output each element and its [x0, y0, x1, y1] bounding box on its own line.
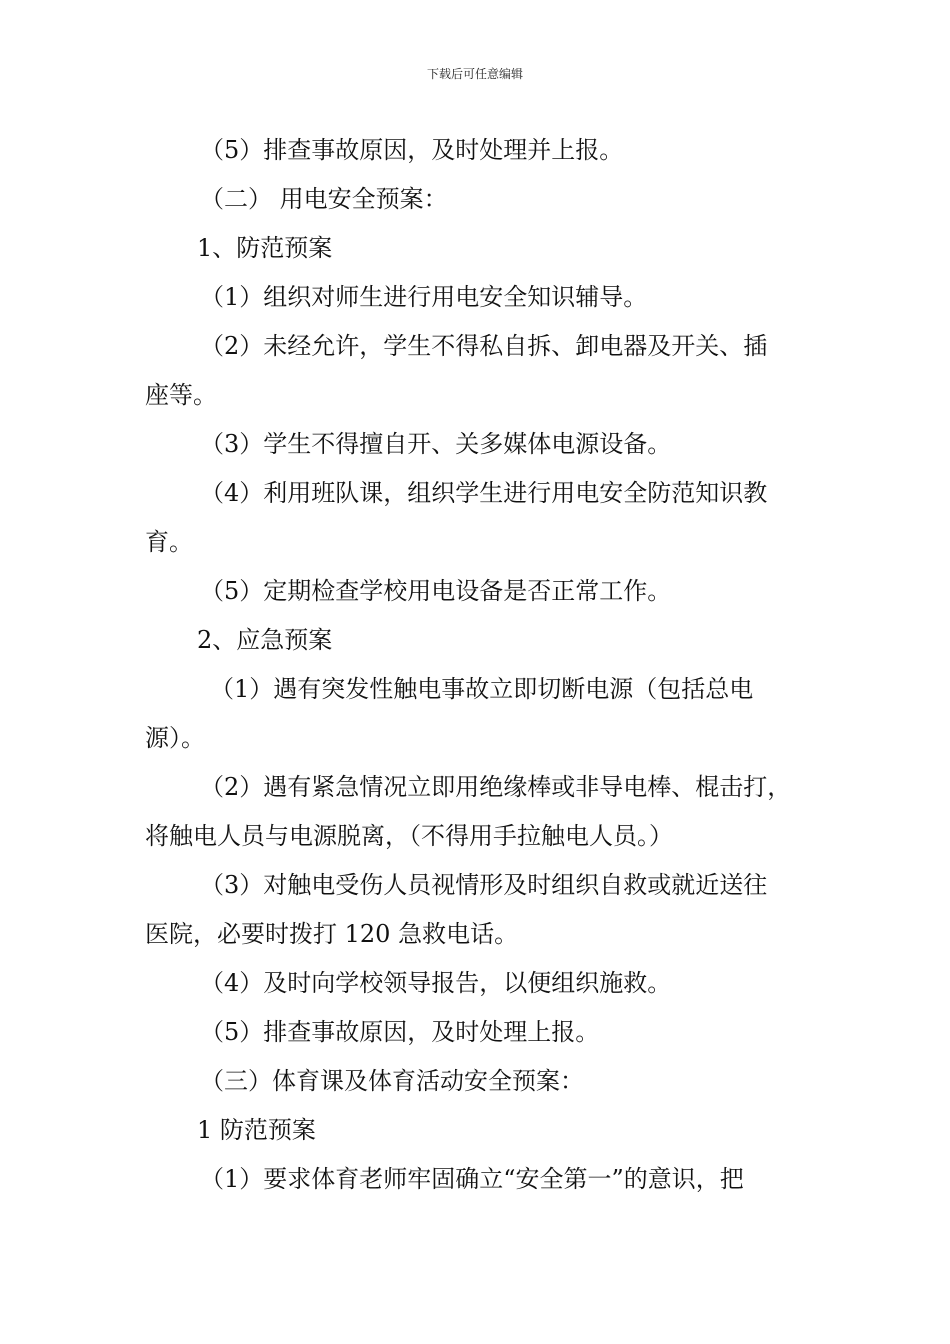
section-heading: （三）体育课及体育活动安全预案： — [200, 1067, 584, 1095]
page-header: 下载后可任意编辑 — [426, 67, 523, 81]
paragraph-line: （3）学生不得擅自开、关多媒体电源设备。 — [200, 430, 672, 458]
paragraph-line: 座等。 — [145, 381, 217, 409]
paragraph-line: （1）遇有突发性触电事故立即切断电源（包括总电 — [210, 675, 754, 703]
paragraph-line: （2）遇有紧急情况立即用绝缘棒或非导电棒、棍击打， — [200, 773, 792, 801]
paragraph-line: （4）利用班队课，组织学生进行用电安全防范知识教 — [200, 479, 768, 507]
paragraph-line: （3）对触电受伤人员视情形及时组织自救或就近送往 — [200, 871, 768, 899]
subsection-heading: 1、防范预案 — [197, 234, 333, 262]
paragraph-line: （1）组织对师生进行用电安全知识辅导。 — [200, 283, 648, 311]
paragraph-line: 源）。 — [145, 724, 205, 752]
paragraph-line: （4）及时向学校领导报告，以便组织施救。 — [200, 969, 672, 997]
paragraph-line: 将触电人员与电源脱离，（不得用手拉触电人员。） — [145, 822, 673, 850]
subsection-heading: 1 防范预案 — [197, 1116, 316, 1144]
section-heading: （二） 用电安全预案： — [200, 185, 448, 213]
subsection-heading: 2、应急预案 — [197, 626, 333, 654]
paragraph-line: （5）排查事故原因，及时处理并上报。 — [200, 136, 624, 164]
document-body — [145, 126, 825, 1204]
paragraph-line: （5）定期检查学校用电设备是否正常工作。 — [200, 577, 672, 605]
paragraph-line: （5）排查事故原因，及时处理上报。 — [200, 1018, 600, 1046]
paragraph-line: （2）未经允许，学生不得私自拆、卸电器及开关、插 — [200, 332, 768, 360]
paragraph-line: 医院，必要时拨打 120 急救电话。 — [145, 920, 519, 948]
paragraph-line: 育。 — [145, 528, 193, 556]
paragraph-line: （1）要求体育老师牢固确立“安全第一”的意识，把 — [200, 1165, 744, 1193]
